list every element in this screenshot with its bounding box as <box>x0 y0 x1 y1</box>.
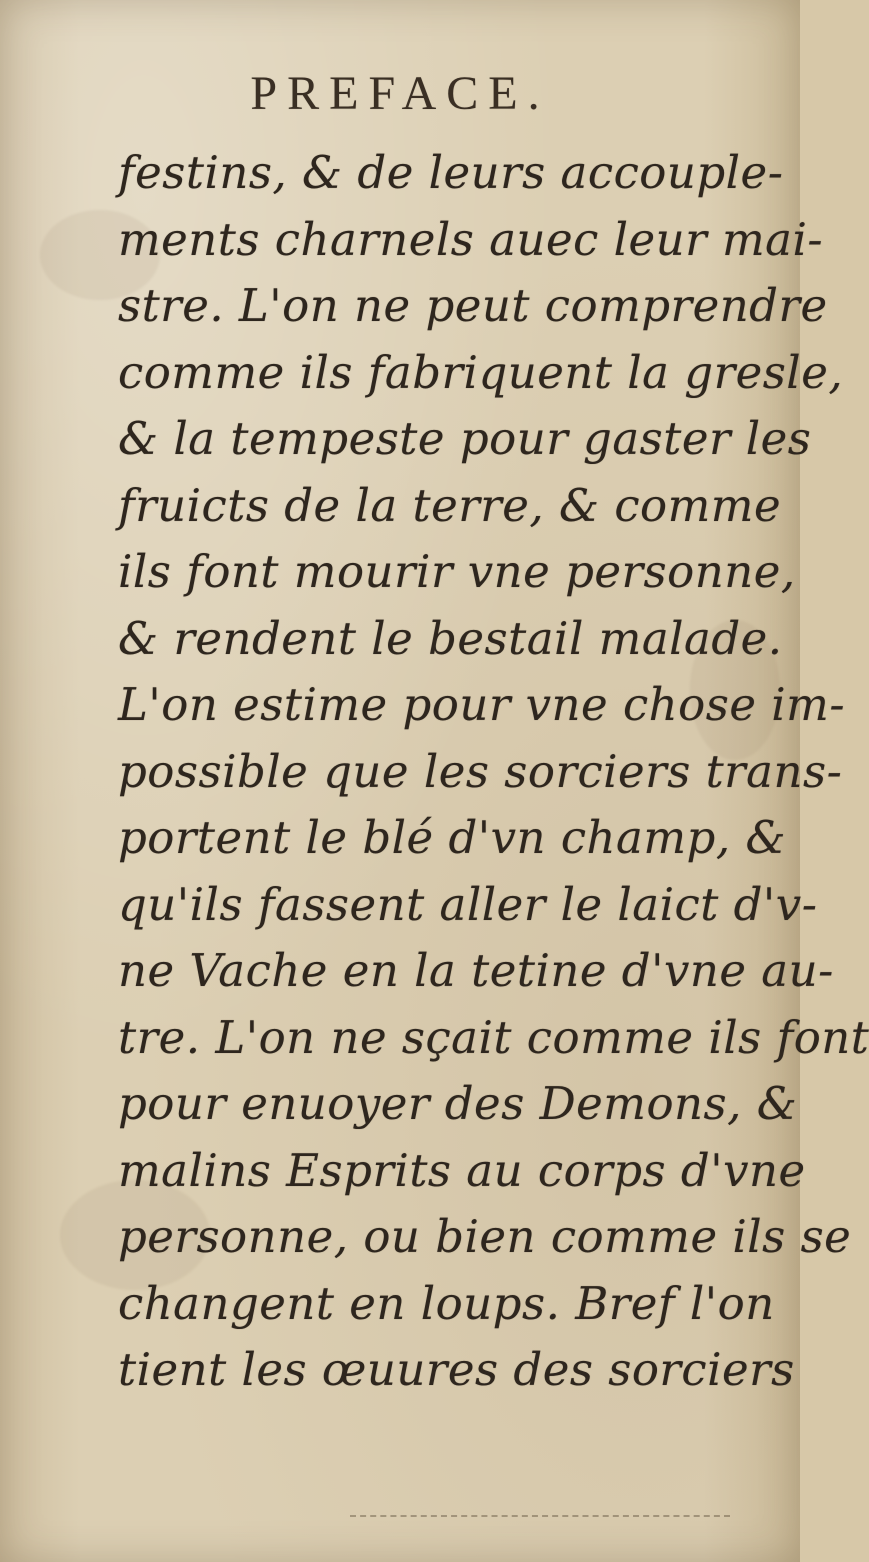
text-line: L'on estime pour vne chose im- <box>118 678 846 731</box>
text-line: & rendent le bestail malade. <box>118 611 783 665</box>
text-line: tient les œuures des sorciers <box>118 1343 795 1396</box>
text-line: & la tempeste pour gaster les <box>118 412 812 465</box>
text-line: changent en loups. Bref l'on <box>118 1276 775 1330</box>
bottom-rule <box>350 1515 730 1517</box>
text-line: fruicts de la terre, & comme <box>118 478 782 532</box>
text-line: ils font mourir vne personne, <box>118 545 796 598</box>
text-line: festins, & de leurs accouple- <box>118 146 784 199</box>
text-line: possible que les sorciers trans- <box>118 744 843 798</box>
text-line: malins Esprits au corps d'vne <box>118 1143 806 1197</box>
text-line: ne Vache en la tetine d'vne au- <box>118 944 834 997</box>
text-line: tre. L'on ne sçait comme ils font <box>118 1010 869 1064</box>
text-line: portent le blé d'vn champ, & <box>118 811 786 864</box>
body-text <box>118 140 869 1404</box>
text-line: stre. L'on ne peut comprendre <box>118 279 828 332</box>
text-line: ments charnels auec leur mai- <box>118 212 824 266</box>
page-header: PREFACE. <box>250 67 550 120</box>
text-line: personne, ou bien comme ils se <box>118 1210 852 1263</box>
text-line: pour enuoyer des Demons, & <box>118 1077 798 1130</box>
text-line: qu'ils fassent aller le laict d'v- <box>118 877 818 931</box>
text-line: comme ils fabriquent la gresle, <box>118 345 844 399</box>
